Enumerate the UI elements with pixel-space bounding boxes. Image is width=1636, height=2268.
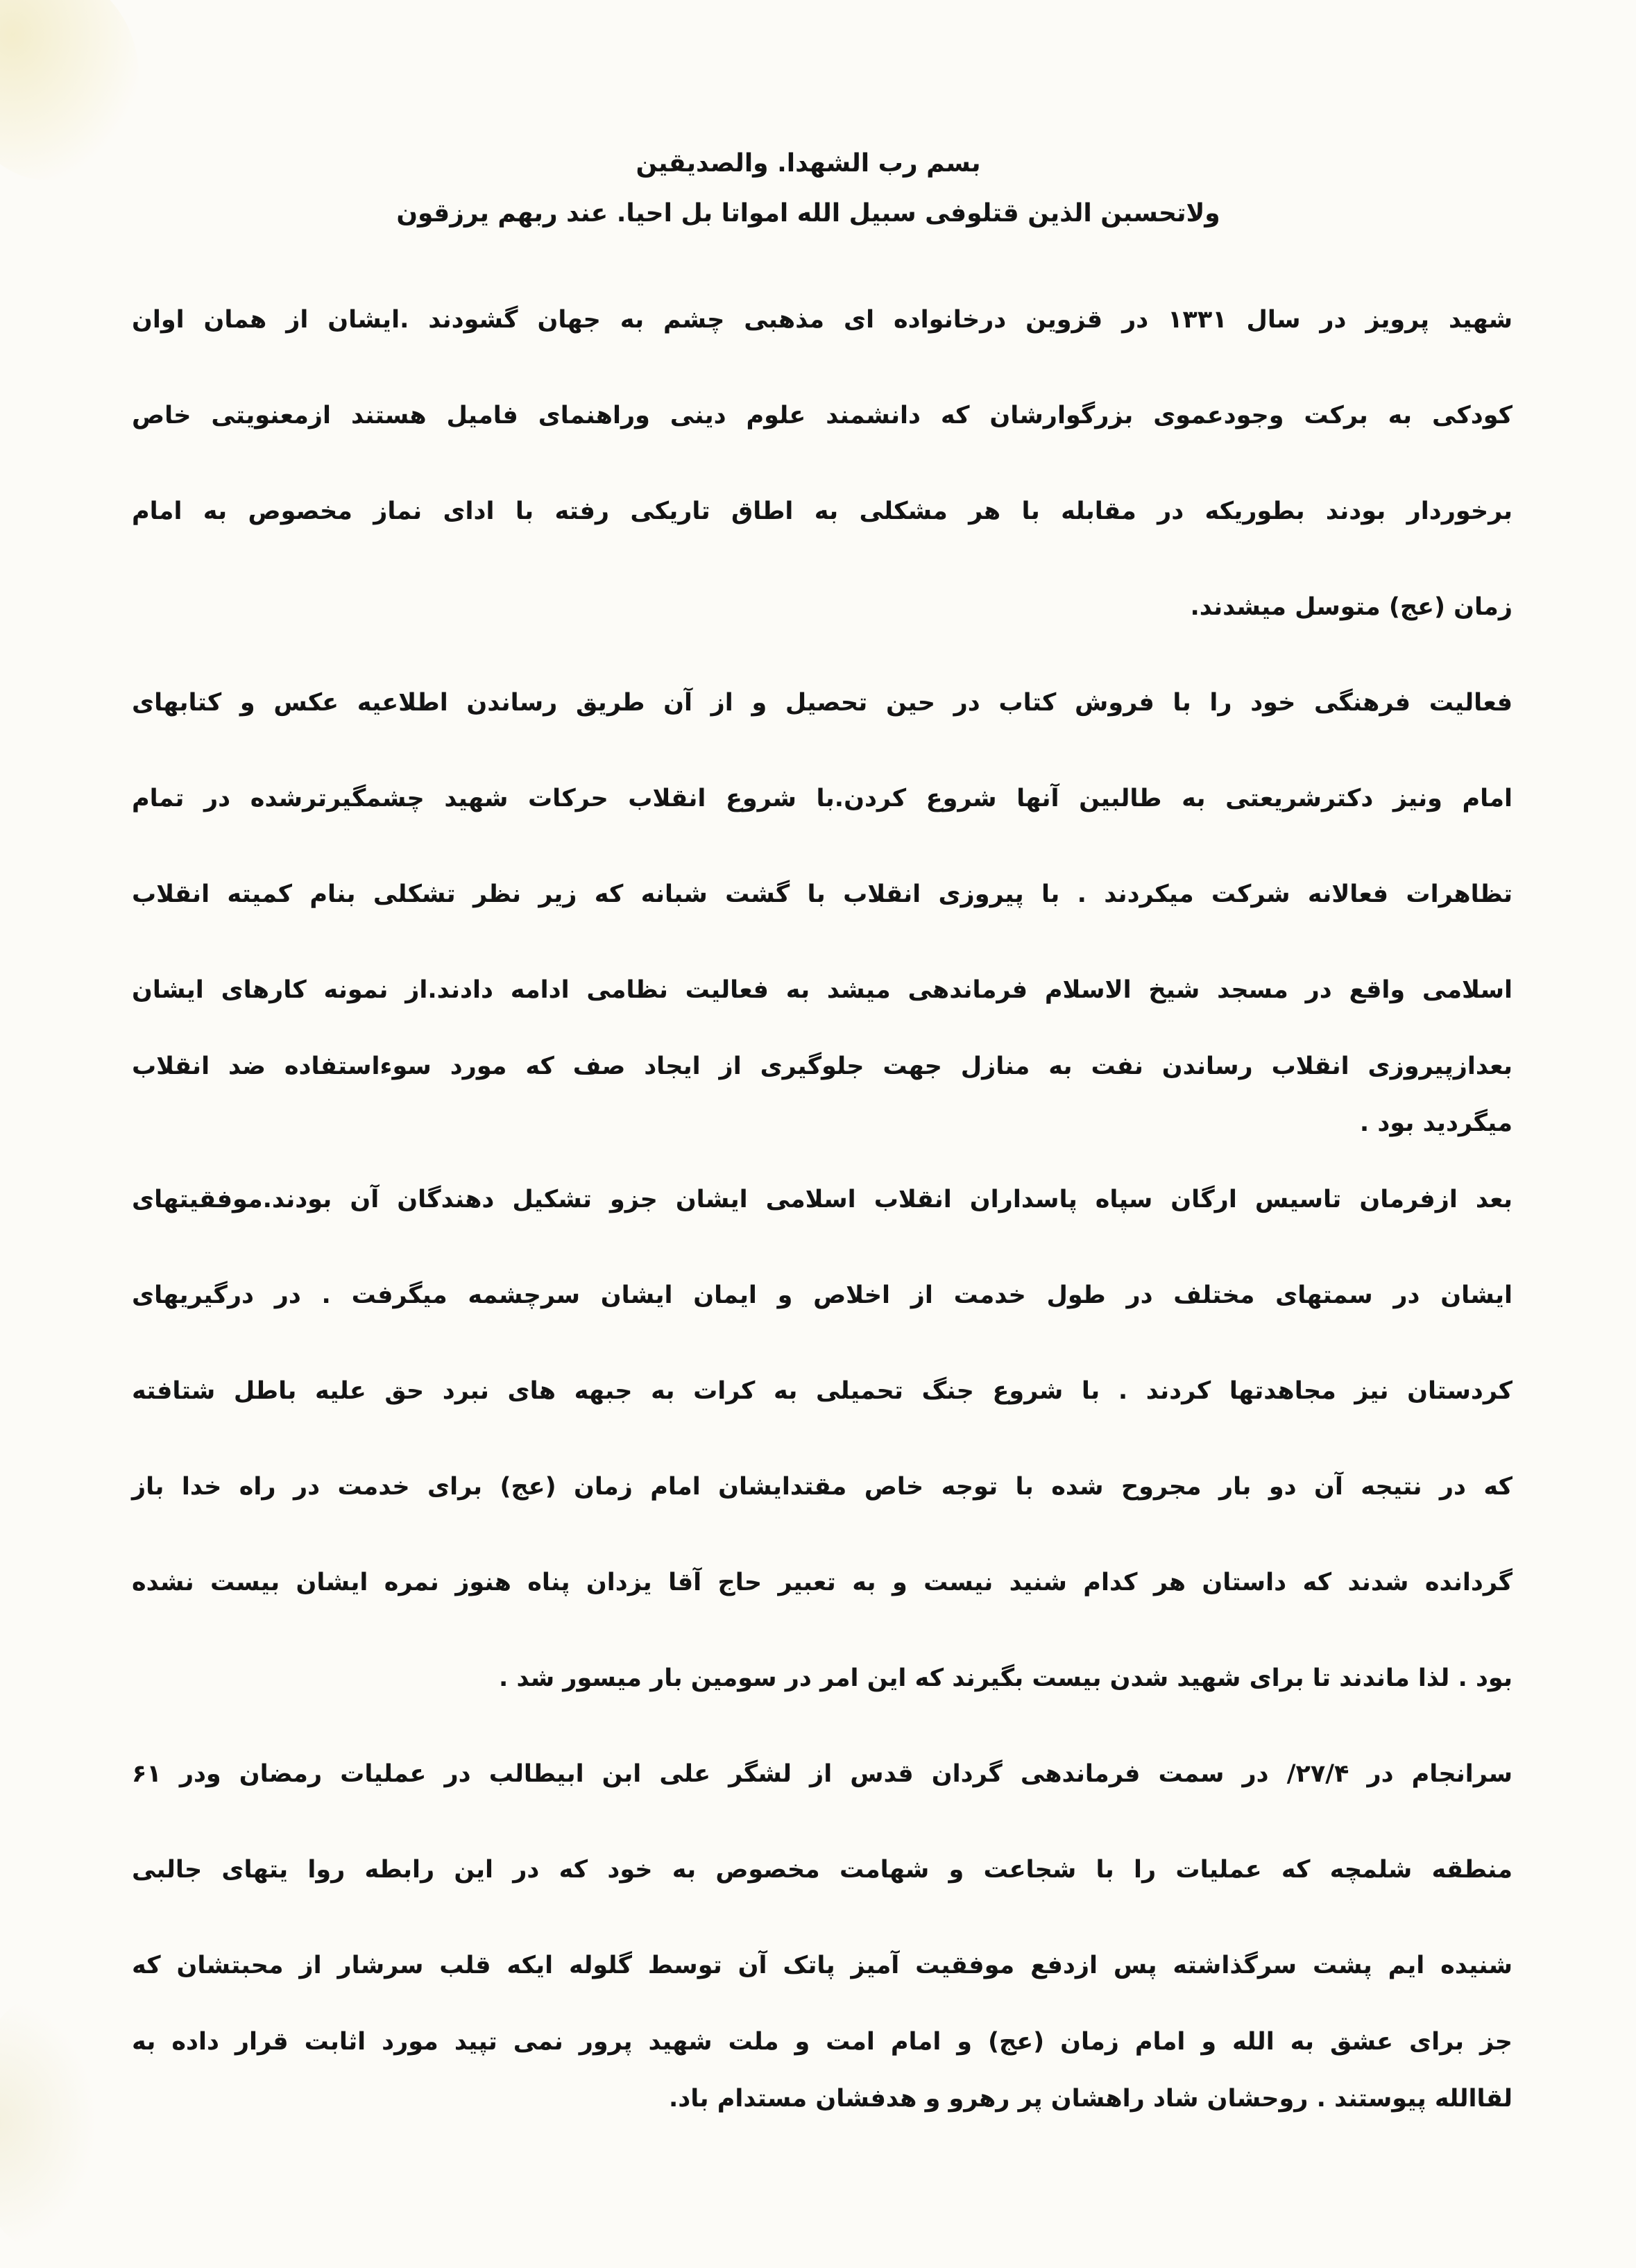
paragraph-2 <box>132 655 1513 1152</box>
text-line: برخوردار بودند بطوریکه در مقابله با هر مشکلی به اطاق تاریکی رفته با ادای نماز مخصوص به امام <box>132 497 1513 525</box>
text-line: میگردید بود . <box>1359 1109 1513 1137</box>
text-line: شهید پرویز در سال ۱۳۳۱ در قزوین درخانواده ای مذهبی چشم به جهان گشودند .ایشان از همان اوان <box>132 306 1513 334</box>
text-line: بود . لذا ماندند تا برای شهید شدن بیست بگیرند که این امر در سومین بار میسور شد . <box>499 1664 1513 1692</box>
text-line: کودکی به برکت وجودعموی بزرگوارشان که دانشمند علوم دینی وراهنمای فامیل هستند ازمعنویتی خاص <box>132 402 1513 429</box>
title-line-1: بسم رب الشهدا. والصدیقین <box>636 149 981 178</box>
text-line: که در نتیجه آن دو بار مجروح شده با توجه خاص مقتدایشان امام زمان (عج) برای خدمت در راه خدا باز <box>132 1473 1513 1501</box>
text-line: امام ونیز دکترشریعتی به طالبین آنها شروع کردن.با شروع انقلاب حرکات شهید چشمگیرترشده در تمام <box>132 785 1513 812</box>
document-text <box>132 272 1513 2127</box>
paragraph-3 <box>132 1152 1513 1726</box>
text-line: جز برای عشق به الله و امام زمان (عج) و امام امت و ملت شهید پرور نمی تپید مورد اثابت قرار داده به <box>132 2028 1513 2056</box>
text-line: لقاالله پیوستند . روحشان شاد راهشان پر رهرو و هدفشان مستدام باد. <box>669 2085 1513 2113</box>
paragraph-1 <box>132 272 1513 655</box>
text-line: بعدازپیروزی انقلاب رساندن نفت به منازل جهت جلوگیری از ایجاد صف که مورد سوءاستفاده ضد انقلاب <box>132 1052 1513 1080</box>
paragraph-4 <box>132 1726 1513 2127</box>
paper-stain <box>0 0 139 180</box>
text-line: بعد ازفرمان تاسیس ارگان سپاه پاسداران انقلاب اسلامی ایشان جزو تشکیل دهندگان آن بودند.موفقیتهای <box>132 1186 1513 1213</box>
text-line: زمان (عج) متوسل میشدند. <box>1190 593 1513 621</box>
text-line: ایشان در سمتهای مختلف در طول خدمت از اخلاص و ایمان ایشان سرچشمه میگرفت . در درگیریهای <box>132 1281 1513 1309</box>
text-line: سرانجام در ۲۷/۴/ در سمت فرماندهی گردان قدس از لشگر علی ابن ابیطالب در عملیات رمضان ودر ۶۱ <box>132 1760 1513 1788</box>
text-line: گردانده شدند که داستان هر کدام شنید نیست و به تعبیر حاج آقا یزدان پناه هنوز نمره ایشان بیست نشده <box>132 1569 1513 1596</box>
text-line: منطقه شلمچه که عملیات را با شجاعت و شهامت مخصوص به خود که در این رابطه روا یتهای جالبی <box>132 1856 1513 1884</box>
text-line: کردستان نیز مجاهدتها کردند . با شروع جنگ تحمیلی به کرات به جبهه های نبرد حق علیه باطل شتافته <box>132 1377 1513 1405</box>
text-line: فعالیت فرهنگی خود را با فروش کتاب در حین تحصیل و از آن طریق رساندن اطلاعیه عکس و کتابهای <box>132 689 1513 717</box>
text-line: تظاهرات فعالانه شرکت میکردند . با پیروزی انقلاب با گشت شبانه که زیر نظر تشکلی بنام کمیته انقلاب <box>132 880 1513 908</box>
text-line: اسلامی واقع در مسجد شیخ الاسلام فرماندهی میشد به فعالیت نظامی ادامه دادند.از نمونه کارهای ایشان <box>132 976 1513 1004</box>
text-line: شنیده ایم پشت سرگذاشته پس ازدفع موفقیت آمیز پاتک آن توسط گلوله ایکه قلب سرشار از محبتشان که <box>132 1952 1513 1979</box>
document-body <box>132 146 1513 2127</box>
paper-stain <box>0 1998 97 2248</box>
title-line-2: ولاتحسبن الذین قتلوفی سبیل الله امواتا بل احیا. عند ربهم یرزقون <box>396 199 1220 228</box>
